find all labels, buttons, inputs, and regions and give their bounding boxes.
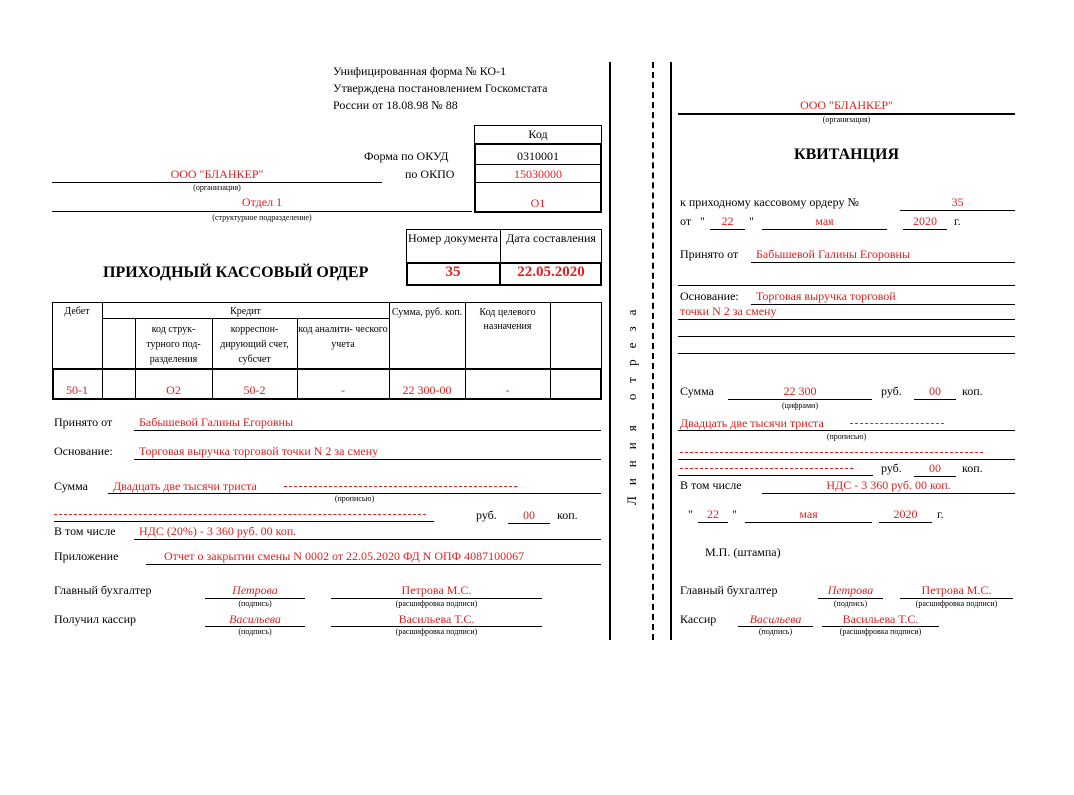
okud-value: 0310001 — [517, 149, 559, 163]
receipt-month-2: мая — [799, 507, 818, 521]
cell-debit: 50-1 — [66, 383, 88, 397]
okpo-value: 15030000 — [514, 167, 562, 181]
sub-header-struct: код струк- турного под- разделения — [146, 324, 201, 365]
receipt-cashier-label: Кассир — [680, 612, 717, 626]
receipt-digits-caption: (цифрами) — [782, 401, 818, 410]
receipt-cashier-name: Васильева Т.С. — [842, 612, 919, 626]
sub-header-account: корреспон- дирующий счет, субсчет — [220, 324, 289, 365]
receipt-sum-label: Сумма — [680, 384, 714, 398]
chief-label: Главный бухгалтер — [54, 583, 152, 597]
incl-label: В том числе — [54, 524, 116, 538]
receipt-cashier-signature: Васильева — [749, 612, 802, 626]
purpose-header: Код целевого назначения — [479, 307, 536, 332]
kop-value: 00 — [523, 508, 535, 522]
form-title: ПРИХОДНЫЙ КАССОВЫЙ ОРДЕР — [103, 264, 369, 281]
form-header-line1: Унифицированная форма № КО-1 — [333, 64, 507, 78]
receipt-accepted-value: Бабышевой Галины Егоровны — [756, 247, 911, 261]
doc-number-label: Номер документа — [407, 231, 499, 245]
receipt-incl-value: НДС - 3 360 руб. 00 коп. — [826, 478, 951, 492]
chief-sign-caption: (подпись) — [238, 599, 272, 608]
cell-purpose: - — [505, 383, 510, 397]
receipt-org-caption: (организация) — [822, 115, 871, 124]
cell-sum: 22 300-00 — [402, 383, 452, 397]
cashier-sign-caption: (подпись) — [238, 627, 272, 636]
receipt-org-name: ООО "БЛАНКЕР" — [800, 98, 893, 112]
receipt-kop-value: 00 — [929, 384, 941, 398]
right-border-line — [670, 62, 672, 640]
receipt-kop-value-2: 00 — [929, 461, 941, 475]
cut-line-dashed — [652, 62, 654, 640]
doc-date: 22.05.2020 — [517, 264, 585, 280]
cell-analytic: - — [341, 383, 345, 397]
chief-decode-caption: (расшифровка подписи) — [395, 599, 478, 608]
receipt-year: 2020 — [913, 214, 937, 228]
cell-account: 50-2 — [243, 383, 266, 397]
form-header-line3: России от 18.08.98 № 88 — [333, 98, 458, 112]
receipt-basis-label: Основание: — [680, 289, 739, 303]
debit-header: Дебет — [64, 306, 90, 317]
okpo-label: по ОКПО — [405, 167, 455, 181]
receipt-month: мая — [815, 214, 834, 228]
receipt-sum-value: 22 300 — [783, 384, 817, 398]
form-header-line2: Утверждена постановлением Госкомстата — [333, 81, 548, 95]
receipt-day: 22 — [721, 214, 734, 228]
attach-label: Приложение — [54, 549, 119, 563]
sum-words: Двадцать две тысячи триста — [113, 479, 257, 493]
cashier-label: Получил кассир — [54, 612, 136, 626]
receipt-basis-value-2: точки N 2 за смену — [680, 304, 777, 318]
dept-name: Отдел 1 — [241, 195, 283, 209]
cashier-name: Васильева Т.С. — [398, 612, 475, 626]
receipt-sum-words: Двадцать две тысячи триста — [680, 416, 824, 430]
basis-label: Основание: — [54, 444, 113, 458]
chief-name: Петрова М.С. — [401, 583, 472, 597]
receipt-chief-signature: Петрова — [827, 583, 874, 597]
okud-label: Форма по ОКУД — [364, 149, 449, 163]
doc-number: 35 — [445, 264, 461, 280]
dept-code: О1 — [530, 196, 546, 210]
receipt-order-label: к приходному кассовому ордеру № — [680, 195, 859, 209]
receipt-year-2: 2020 — [893, 507, 918, 521]
accepted-label: Принято от — [54, 415, 113, 429]
cashier-signature: Васильева — [229, 612, 281, 626]
basis-value: Торговая выручка торговой точки N 2 за смену — [139, 444, 379, 458]
receipt-chief-name: Петрова М.С. — [921, 583, 992, 597]
rub-label: руб. — [476, 508, 497, 522]
receipt-order-number: 35 — [951, 195, 964, 209]
receipt-basis-value-1: Торговая выручка торговой — [756, 289, 896, 303]
org-name: ООО "БЛАНКЕР" — [170, 167, 264, 181]
receipt-accepted-label: Принято от — [680, 247, 739, 261]
chief-signature: Петрова — [232, 583, 278, 597]
receipt-from-label: от — [680, 214, 692, 228]
sub-header-analytic: код аналити- ческого учета — [298, 324, 388, 350]
cashier-decode-caption: (расшифровка подписи) — [395, 627, 478, 636]
receipt-day-2: 22 — [707, 507, 719, 521]
sum-words-caption: (прописью) — [334, 494, 375, 503]
receipt-incl-label: В том числе — [680, 478, 742, 492]
receipt-stamp-label: М.П. (штампа) — [705, 545, 781, 559]
incl-value: НДС (20%) - 3 360 руб. 00 коп. — [139, 524, 297, 538]
receipt-words-caption: (прописью) — [826, 432, 867, 441]
org-caption: (организация) — [193, 183, 241, 192]
dept-caption: (структурное подразделение) — [212, 213, 312, 222]
credit-header: Кредит — [230, 306, 261, 317]
receipt-chief-label: Главный бухгалтер — [680, 583, 778, 597]
doc-date-label: Дата составления — [506, 231, 596, 245]
sum-header: Сумма, руб. коп. — [391, 307, 463, 318]
left-border-line — [609, 62, 611, 640]
code-header-label: Код — [528, 127, 548, 141]
cut-line-label: Линия отреза — [624, 298, 639, 505]
attach-value: Отчет о закрытии смены N 0002 от 22.05.2020 ФД N ОПФ 4087100067 — [164, 549, 525, 563]
receipt-title: КВИТАНЦИЯ — [793, 146, 900, 163]
kop-label: коп. — [557, 508, 578, 522]
sum-label: Сумма — [54, 479, 88, 493]
cell-struct: О2 — [166, 383, 181, 397]
accepted-value: Бабышевой Галины Егоровны — [139, 415, 294, 429]
